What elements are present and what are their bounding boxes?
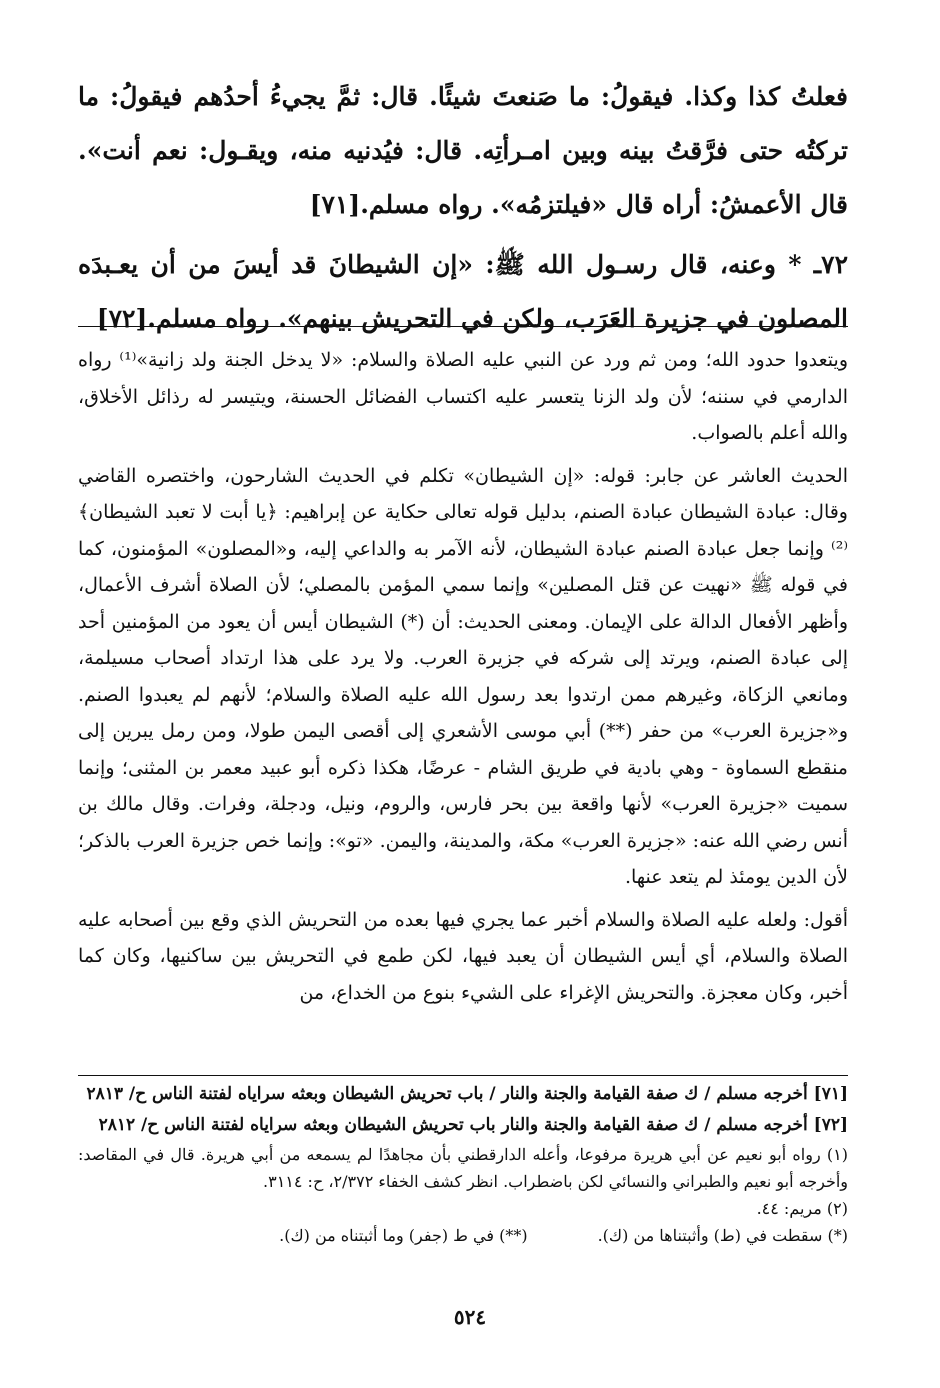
commentary	[78, 342, 848, 1011]
footnote-1: (١) رواه أبو نعيم عن أبي هريرة مرفوعا، وأعله الدارقطني بأن مجاهدًا لم يسمعه من أبي هريرة. قال في المقاصد: وأخرجه أبو نعيم والطبراني والنسائي لكن باضطراب. انظر كشف الخفاء ٢/٣٧٢، ح: ٣١١٤.	[78, 1145, 849, 1191]
hadith-71-ending: فعلتُ كذا وكذا. فيقولُ: ما صَنعتَ شيئًا. قال: ثمَّ يجيءُ أحدُهم فيقولُ: ما تركتُه حتى فرَّقتُ بينه وبين امـرأتِه. قال: فيُدنيه منه، ويقـول: نعم أنت». قال الأعمشُ: أراه قال «فيلتزمُه». رواه مسلم.[٧١]	[78, 82, 848, 219]
page-number: ٥٢٤	[453, 1305, 487, 1329]
commentary-paragraph: الحديث العاشر عن جابر: قوله: «إن الشيطان» تكلم في الحديث الشارحون، واختصره القاضي وقال: عبادة الشيطان عبادة الصنم، بدليل قوله تعالى حكاية عن إبراهيم: ﴿يا أبت لا تعبد الشيطان﴾⁽²⁾ وإنما جعل عبادة الصنم عبادة الشيطان، لأنه الآمر به والداعي إليه، و«المصلون» المؤمنون، كما في قوله ﷺ «نهيت عن قتل المصلين» وإنما سمي المؤمن بالمصلي؛ لأن الصلاة أشرف الأعمال، وأظهر الأفعال الدالة على الإيمان. ومعنى الحديث: أن (*) الشيطان أيس أن يعود من المؤمنين أحد إلى عبادة الصنم، ويرتد إلى شركه في جزيرة العرب. ولا يرد على هذا ارتداد أصحاب مسيلمة، ومانعي الزكاة، وغيرهم ممن ارتدوا بعد رسول الله عليه الصلاة والسلام؛ لأنهم لم يعبدوا الصنم. و«جزيرة العرب» من حفر (**) أبي موسى الأشعري إلى أقصى اليمن طولا، ومن رمل يبرين إلى منقطع السماوة - وهي بادية في طريق الشام - عرضًا، هكذا ذكره أبو عبيد معمر بن المثنى؛ وإنما سميت «جزيرة العرب» لأنها واقعة بين بحر فارس، والروم، ونيل، ودجلة، وفرات. وقال مالك بن أنس رضي الله عنه: «جزيرة العرب» مكة، والمدينة، واليمن. «تو»: وإنما خص جزيرة العرب بالذكر؛ لأن الدين يومئذ لم يتعد عنها.	[78, 464, 848, 888]
footnote-2: (٢) مريم: ٤٤.	[756, 1199, 848, 1218]
commentary-paragraph: أقول: ولعله عليه الصلاة والسلام أخبر عما يجري فيها بعده من التحريش الذي وقع بين أصحابه عليه الصلاة والسلام، أي أيس الشيطان أن يعبد فيها، لكن طمع في التحريش بين ساكنيها، وكان كما أخبر، وكان معجزة. والتحريش الإغراء على الشيء بنوع من الخداع، من	[78, 908, 848, 1004]
footnote-71: [٧١] أخرجه مسلم / ك صفة القيامة والجنة والنار / باب تحريش الشيطان وبعثه سراياه لفتنة الناس ح/ ٢٨١٣	[86, 1084, 848, 1104]
hadith-72: ٧٢ـ * وعنه، قال رسـول الله ﷺ: «إن الشيطانَ قد أيسَ من أن يعـبدَه المصلون في جزيرة العَرَب، ولكن في التحريش بينهم». رواه مسلم.[٧٢]	[78, 250, 848, 333]
footnote-star: (*) سقطت في (ط) وأثبتناها من (ك).	[597, 1226, 848, 1245]
footnote-double-star: (**) في ط (جفر) وما أثبتناه من (ك).	[279, 1226, 528, 1245]
footnote-72: [٧٢] أخرجه مسلم / ك صفة القيامة والجنة والنار باب تحريش الشيطان وبعثه سراياه لفتنة الناس ح/ ٢٨١٢	[98, 1115, 848, 1135]
commentary-paragraph: ويتعدوا حدود الله؛ ومن ثم ورد عن النبي عليه الصلاة والسلام: «لا يدخل الجنة ولد زانية»⁽¹⁾ رواه الدارمي في سننه؛ لأن ولد الزنا يتعسر عليه اكتساب الفضائل الحسنة، ويتيسر له رذائل الأخلاق، والله أعلم بالصواب.	[78, 349, 848, 444]
footnote-divider	[78, 1075, 848, 1076]
hadith-text	[78, 70, 848, 346]
commentary-divider	[78, 326, 848, 327]
footnotes	[78, 1079, 848, 1249]
editor-notes	[78, 1222, 848, 1249]
